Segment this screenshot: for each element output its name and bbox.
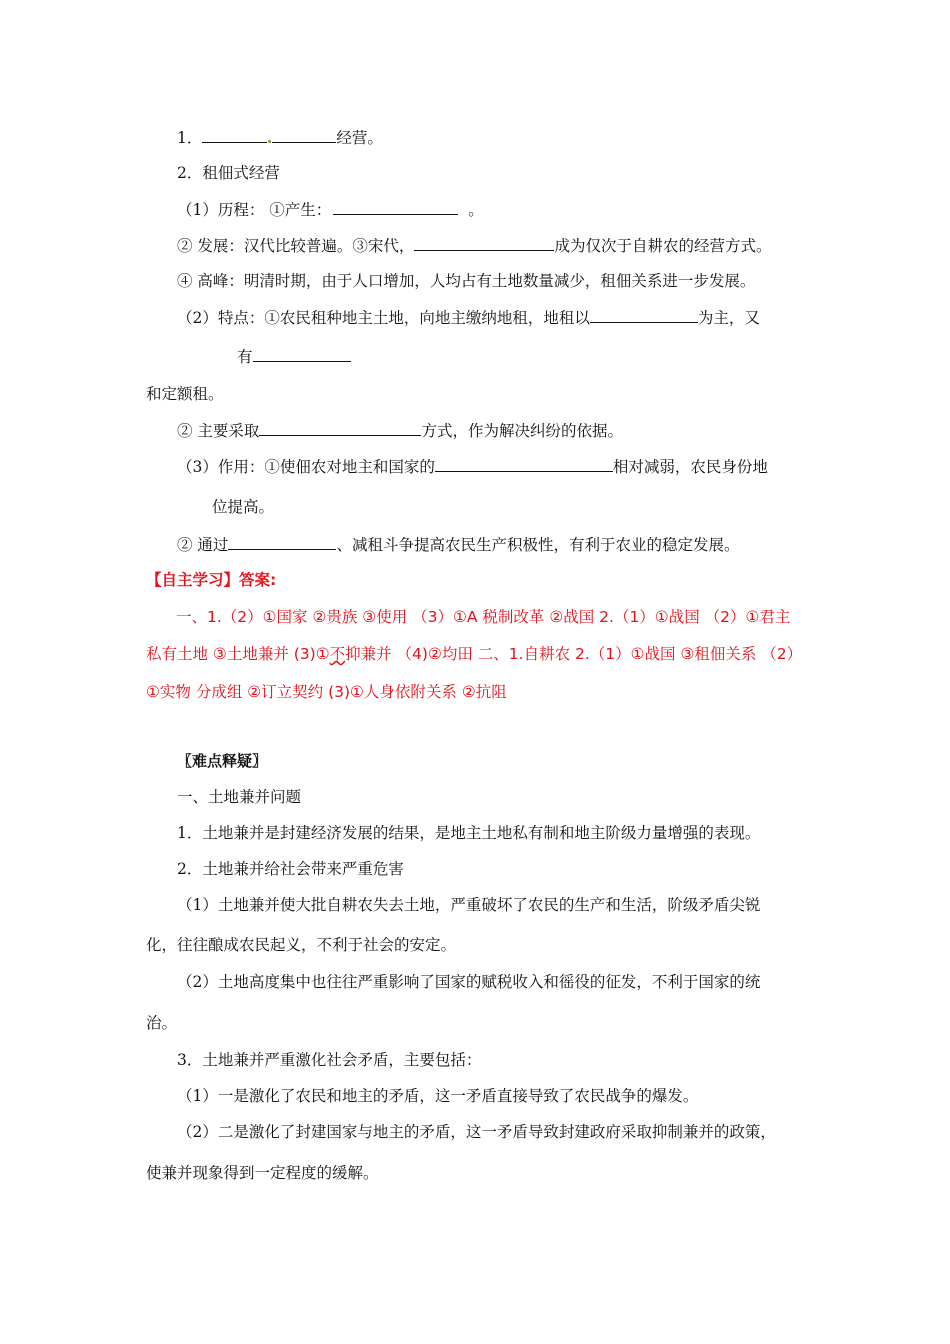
paragraph-7b: 使兼并现象得到一定程度的缓解。 xyxy=(146,1164,379,1182)
mark-dot xyxy=(268,140,271,143)
line-text: （3）作用：①使佃农对地主和国家的 xyxy=(177,458,435,476)
paragraph-3a: （1）土地兼并使大批自耕农失去土地，严重破坏了农民的生产和生活，阶级矛盾尖锐 xyxy=(177,896,761,914)
paragraph-2: 2．土地兼并给社会带来严重危害 xyxy=(177,860,404,878)
fill-line-10 xyxy=(177,456,768,477)
item-number: 1． xyxy=(177,129,203,147)
paragraph-7a: （2）二是激化了封建国家与地主的矛盾，这一矛盾导致封建政府采取抑制兼并的政策， xyxy=(177,1123,776,1141)
line-text: 方式，作为解决纠纷的依据。 xyxy=(421,422,623,440)
answers-row-3: ①实物 分成组 ②订立契约 (3)①人身依附关系 ②抗阻 xyxy=(146,683,507,701)
fill-line-1 xyxy=(177,127,383,148)
fill-line-8 xyxy=(146,384,224,404)
line-text: 经营。 xyxy=(336,129,383,147)
paragraph-6: （1）一是激化了农民和地主的矛盾，这一矛盾直接导致了农民战争的爆发。 xyxy=(177,1087,699,1105)
answer-text-wavy: 不 xyxy=(329,645,346,663)
paragraph-4a: （2）土地高度集中也往往严重影响了国家的赋税收入和徭役的征发，不利于国家的统 xyxy=(177,973,761,991)
fill-line-3 xyxy=(177,199,484,220)
answers-title: 【自主学习】答案: xyxy=(146,571,277,589)
fill-line-9 xyxy=(177,420,623,441)
line-text: 成为仅次于自耕农的经营方式。 xyxy=(554,237,772,255)
answer-text: 私有土地 ③土地兼并 (3)① xyxy=(146,645,330,663)
answers-row-1: 一、1.（2）①国家 ②贵族 ③使用 （3）①A 税制改革 ②战国 2.（1）①战国 （2）①君主 xyxy=(176,608,791,626)
blank-7 xyxy=(253,346,351,362)
line-text: 相对减弱，农民身份地 xyxy=(612,458,768,476)
subsection-title: 一、土地兼并问题 xyxy=(177,788,302,806)
line-text: 。 xyxy=(468,201,484,219)
line-text: （1）历程： ①产生： xyxy=(177,201,332,219)
blank-6 xyxy=(590,307,698,323)
line-text: 、减租斗争提高农民生产积极性，有利于农业的稳定发展。 xyxy=(336,536,740,554)
line-text: （2）特点：①农民租种地主土地，向地主缴纳地租，地租以 xyxy=(177,309,590,327)
line-text: ② 发展：汉代比较普遍。③宋代， xyxy=(177,237,415,255)
line-text: ④ 高峰：明清时期，由于人口增加，人均占有土地数量减少，租佃关系进一步发展。 xyxy=(177,272,756,290)
blank-12 xyxy=(228,534,336,550)
section-heading: 〖难点释疑〗 xyxy=(177,752,268,770)
fill-line-6 xyxy=(177,307,760,328)
answers-row-2 xyxy=(146,644,802,664)
paragraph-4b: 治。 xyxy=(146,1014,178,1032)
paragraph-3b: 化，往往酿成农民起义，不利于社会的安定。 xyxy=(146,936,457,954)
fill-line-2 xyxy=(177,163,280,183)
blank-4 xyxy=(414,235,554,251)
blank-3 xyxy=(333,199,458,215)
paragraph-1: 1．土地兼并是封建经济发展的结果，是地主土地私有制和地主阶级力量增强的表现。 xyxy=(177,824,761,842)
fill-line-11 xyxy=(212,497,274,517)
fill-line-12 xyxy=(177,534,739,555)
line-text: 有 xyxy=(237,348,253,366)
line-text: ② 通过 xyxy=(177,536,229,554)
line-text: 位提高。 xyxy=(212,498,275,516)
blank-9 xyxy=(259,420,421,436)
fill-line-7 xyxy=(237,346,351,367)
line-text: 为主，又 xyxy=(697,309,760,327)
line-text: 和定额租。 xyxy=(146,385,224,403)
blank-10 xyxy=(435,456,613,472)
fill-line-5 xyxy=(177,271,755,291)
paragraph-5: 3．土地兼并严重激化社会矛盾，主要包括： xyxy=(177,1051,482,1069)
line-text: 2．租佃式经营 xyxy=(177,164,280,182)
fill-line-4 xyxy=(177,235,771,256)
answer-text: 抑兼并 （4)②均田 二、1.自耕农 2.（1）①战国 ③租佃关系 （2） xyxy=(345,645,803,663)
blank-1b xyxy=(272,127,336,143)
line-text: ② 主要采取 xyxy=(177,422,260,440)
blank-1a xyxy=(202,127,267,143)
